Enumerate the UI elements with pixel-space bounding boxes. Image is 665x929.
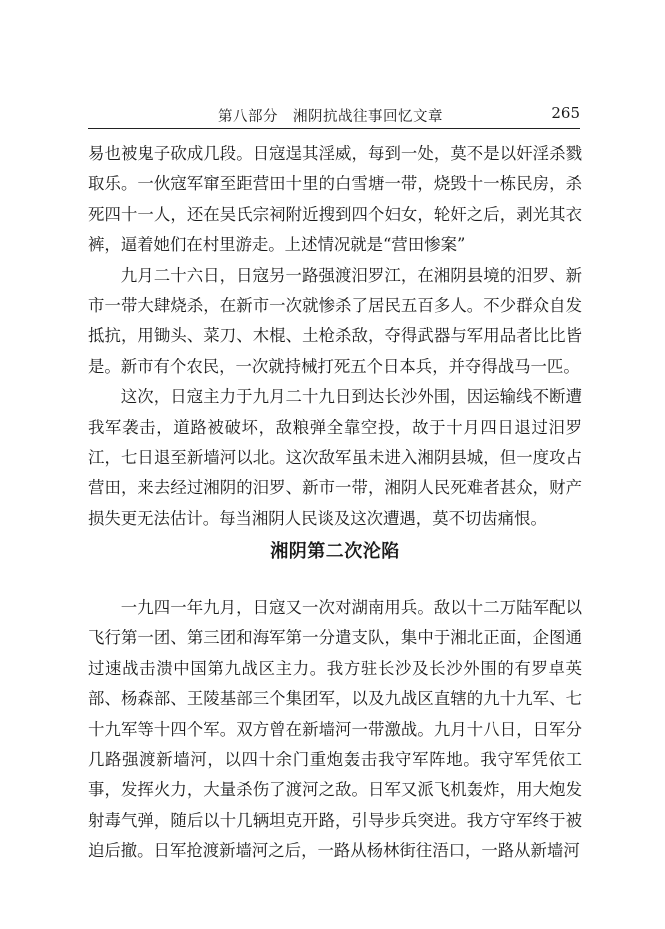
paragraph: 一九四一年九月，日寇又一次对湖南用兵。敌以十二万陆军配以飞行第一团、第三团和海军第一分遣支队，集中于湘北正面，企图通过速战击溃中国第九战区主力。我方驻长沙及长沙外围的有罗卓英部、杨森部、王陵基部三个集团军，以及九战区直辖的九十九军、七十九军等十四个军。双方曾在新墙河一带激战。九月十八日，日军分几路强渡新墙河，以四十余门重炮轰击我守军阵地。我守军凭依工事，发挥火力，大量杀伤了渡河之敌。日军又派飞机轰炸，用大炮发射毒气弹，随后以十几辆坦克开路，引导步兵突进。我方守军终于被迫后撤。日军抢渡新墙河之后，一路从杨林街往浯口，一路从新墙河 (88, 598, 582, 861)
header-rule (88, 128, 580, 129)
paragraph: 九月二十六日，日寇另一路强渡汨罗江，在湘阴县境的汨罗、新市一带大肆烧杀，在新市一次就惨杀了居民五百多人。不少群众自发抵抗，用锄头、菜刀、木棍、土枪杀敌，夺得武器与军用品者比比皆是。新市有个农民，一次就持械打死五个日本兵，并夺得战马一匹。 (88, 265, 582, 376)
header-title: 第八部分 湘阴抗战往事回忆文章 (218, 109, 443, 125)
page-number: 265 (551, 104, 580, 122)
running-header (88, 103, 580, 129)
text-block-top (88, 139, 582, 534)
text-block-bottom (88, 593, 582, 867)
paragraph: 易也被鬼子砍成几段。日寇逞其淫威，每到一处，莫不是以奸淫杀戮取乐。一伙寇军窜至距营田十里的白雪塘一带，烧毁十一栋民房，杀死四十一人，还在吴氏宗祠附近搜到四个妇女，轮奸之后，剥光其衣裤，逼着她们在村里游走。上述情况就是“营田惨案” (88, 144, 582, 255)
section-title: 湘阴第二次沦陷 (270, 541, 400, 562)
paragraph: 这次，日寇主力于九月二十九日到达长沙外围，因运输线不断遭我军袭击，道路被破坏，敌粮弹全靠空投，故于十月四日退过汨罗江，七日退至新墙河以北。这次敌军虽未进入湘阴县城，但一度攻占营田，来去经过湘阴的汨罗、新市一带，湘阴人民死难者甚众，财产损失更无法估计。每当湘阴人民谈及这次遭遇，莫不切齿痛恨。 (88, 387, 582, 528)
